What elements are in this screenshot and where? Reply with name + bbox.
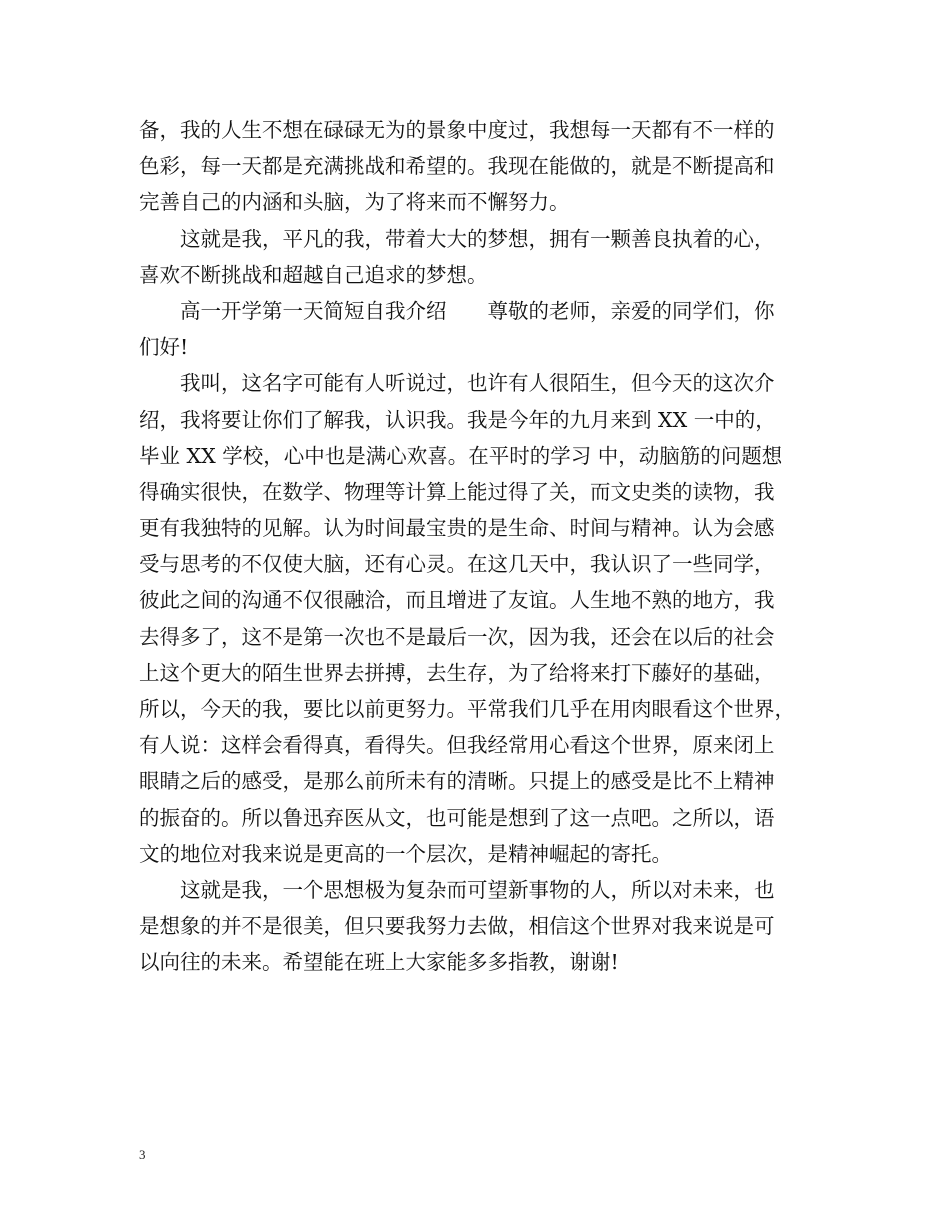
- text-line: 色彩，每一天都是充满挑战和希望的。我现在能做的，就是不断提高和: [139, 154, 775, 179]
- text-line: 得确实很快，在数学、物理等计算上能过得了关，而文史类的读物，我: [139, 479, 775, 504]
- paragraph: [139, 872, 824, 981]
- paragraph: [139, 293, 824, 365]
- paragraph: [139, 221, 824, 293]
- text-line: 彼此之间的沟通不仅很融洽，而且增进了友谊。人生地不熟的地方，我: [139, 588, 775, 613]
- text-line: 毕业 XX 学校，心中也是满心欢喜。在平时的学习 中，动脑筋的问题想: [139, 443, 783, 468]
- text-line: 是想象的并不是很美，但只要我努力去做，相信这个世界对我来说是可: [139, 914, 775, 939]
- text-line: 有人说：这样会看得真，看得失。但我经常用心看这个世界，原来闭上: [139, 733, 775, 758]
- text-line: 文的地位对我来说是更高的一个层次，是精神崛起的寄托。: [139, 841, 672, 866]
- page-number: 3: [139, 1147, 146, 1162]
- text-line: 受与思考的不仅使大脑，还有心灵。在这几天中，我认识了一些同学，: [139, 552, 775, 577]
- text-line: 去得多了，这不是第一次也不是最后一次，因为我，还会在以后的社会: [139, 624, 775, 649]
- text-line: 我叫，这名字可能有人听说过，也许有人很陌生，但今天的这次介: [180, 371, 775, 396]
- text-line: 高一开学第一天简短自我介绍 尊敬的老师，亲爱的同学们，你: [180, 298, 775, 323]
- text-line: 们好!: [139, 335, 189, 360]
- paragraph: [139, 112, 824, 221]
- text-line: 绍，我将要让你们了解我，认识我。我是今年的九月来到 XX 一中的，: [139, 407, 776, 432]
- paragraph: [139, 365, 824, 872]
- text-line: 的振奋的。所以鲁迅弃医从文，也可能是想到了这一点吧。之所以，语: [139, 805, 775, 830]
- document-body: [139, 112, 824, 981]
- text-line: 以向往的未来。希望能在班上大家能多多指教，谢谢!: [139, 950, 619, 975]
- text-line: 这就是我，一个思想极为复杂而可望新事物的人，所以对未来，也: [180, 877, 775, 902]
- text-line: 这就是我，平凡的我，带着大大的梦想，拥有一颗善良执着的心，: [180, 226, 775, 251]
- text-line: 所以，今天的我，要比以前更努力。平常我们几乎在用肉眼看这个世界，: [139, 697, 795, 721]
- text-line: 眼睛之后的感受，是那么前所未有的清晰。只提上的感受是比不上精神: [139, 769, 775, 794]
- text-line: 上这个更大的陌生世界去拼搏，去生存，为了给将来打下藤好的基础，: [139, 660, 775, 685]
- text-line: 喜欢不断挑战和超越自己追求的梦想。: [139, 262, 488, 287]
- text-line: 更有我独特的见解。认为时间最宝贵的是生命、时间与精神。认为会感: [139, 516, 775, 541]
- text-line: 完善自己的内涵和头脑，为了将来而不懈努力。: [139, 190, 570, 215]
- text-line: 备，我的人生不想在碌碌无为的景象中度过，我想每一天都有不一样的: [139, 118, 775, 142]
